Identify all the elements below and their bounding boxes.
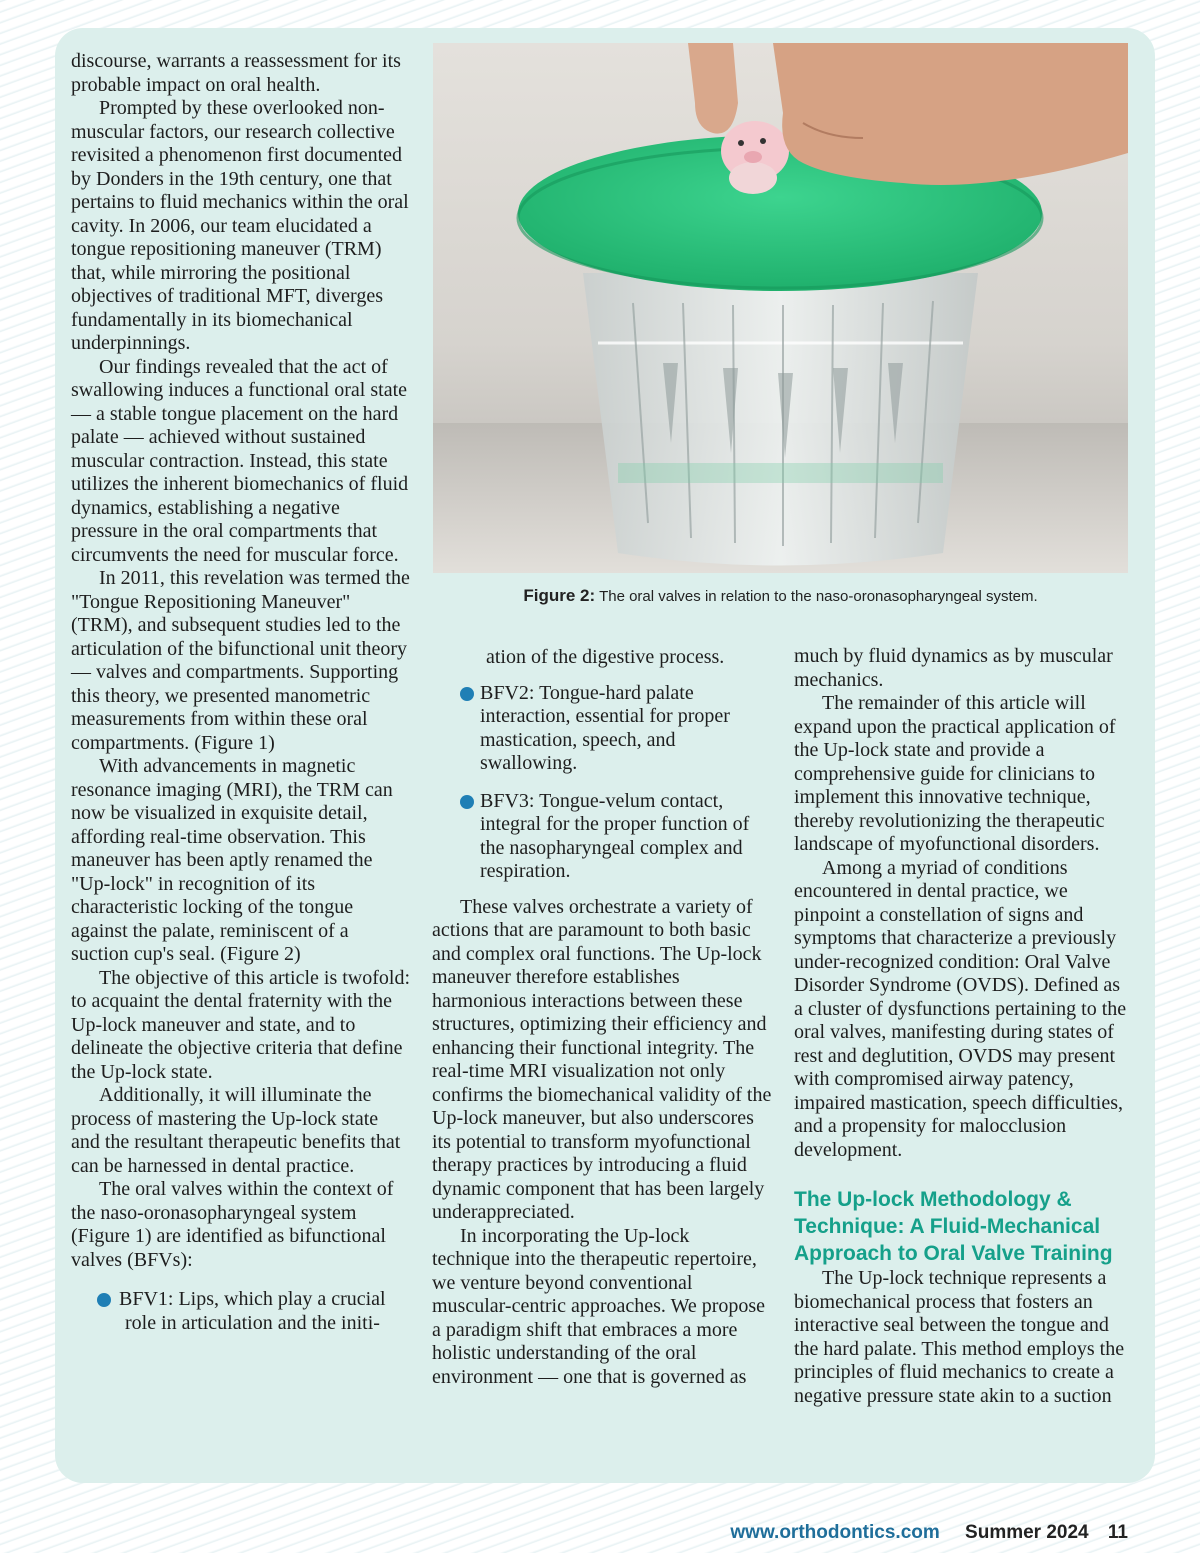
- bullet-bfv1: [71, 1288, 411, 1335]
- page-number: 11: [1107, 1522, 1128, 1543]
- bullet-text-body: BFV3: Tongue-velum contact, integral for the proper function of the nasopharyngeal complex and respiration.: [480, 789, 750, 882]
- paragraph: With advancements in magnetic resonance imaging (MRI), the TRM can now be visualized in exquisite detail, affording real-time observation. This maneuver has been aptly renamed the "Up-lock" in recognition of its characteristic locking of the tongue against the palate, reminiscent of a suction cup's seal. (Figure 2): [71, 755, 393, 965]
- paragraph: The objective of this article is twofold: to acquaint the dental fraternity with the Up-lock maneuver and state, and to delineate the objective criteria that define the Up-lock state.: [71, 966, 411, 1083]
- paragraph: The Up-lock technique represents a biomechanical process that fosters an interactive seal between the tongue and the hard palate. This method employs the principles of fluid mechanics to create a negative pressure state akin to a suction: [794, 1267, 1125, 1407]
- bullet-text-body: BFV2: Tongue-hard palate interaction, essential for proper mastication, speech, and swallowing.: [480, 681, 730, 774]
- paragraph: Prompted by these overlooked non-muscular factors, our research collective revisited a phenomenon first documented by Donders in the 19th century, one that pertains to fluid mechanics within the oral cavity. In 2006, our team elucidated a tongue repositioning maneuver (TRM) that, while mirroring the positional objectives of traditional MFT, diverges fundamentally in its biomechanical underpinnings.: [71, 97, 409, 354]
- figure-label: Figure 2:: [523, 586, 596, 605]
- section-heading: The Up-lock Methodology & Technique: A Fluid-Mechanical Approach to Oral Valve Training: [794, 1188, 1113, 1265]
- bullet-text: [460, 790, 772, 884]
- bullet-dot-icon: [460, 795, 474, 809]
- bullet-text-continued: role in articulation and the initi-: [125, 1311, 380, 1334]
- paragraph: discourse, warrants a reassessment for its probable impact on oral health.: [71, 50, 401, 96]
- paragraph: In 2011, this revelation was termed the "Tongue Repositioning Maneuver" (TRM), and subsequent studies led to the articulation of the bifunctional unit theory — valves and compartments. Supporting this theory, we presented manometric measurements from within these oral compartments. (Figure 1): [71, 567, 410, 754]
- article-column-3: [794, 645, 1129, 1408]
- paragraph: In incorporating the Up-lock technique into the therapeutic repertoire, we venture beyond conventional muscular-centric approaches. We propose a paradigm shift that embraces a more holistic understanding of the oral environment — one that is governed as: [432, 1224, 766, 1388]
- paragraph: The remainder of this article will expand upon the practical application of the Up-lock state and provide a comprehensive guide for clinicians to implement this innovative technique, thereby revolutionizing the therapeutic landscape of myofunctional disorders.: [794, 692, 1116, 855]
- paragraph: Among a myriad of conditions encountered in dental practice, we pinpoint a constellation of signs and symptoms that characterize a previously under-recognized condition: Oral Valve Disorder Syndrome (OVDS). Defined as a cluster of dysfunctions pertaining to the oral valves, manifesting during states of rest and deglutition, OVDS may present with compromised airway patency, impaired mastication, speech difficulties, and a propensity for malocclusion development.: [794, 856, 1127, 1161]
- paragraph: The oral valves within the context of the naso-oronasopharyngeal system (Figure 1) are identified as bifunctional valves (BFVs):: [71, 1178, 394, 1271]
- page-footer: [730, 1522, 1128, 1544]
- glass-suction-lid-illustration: [433, 43, 1128, 573]
- bullet-dot-icon: [97, 1293, 111, 1307]
- bullet-text: BFV1: Lips, which play a crucial: [119, 1288, 386, 1310]
- figure-2-photo: [433, 43, 1128, 573]
- bullet-dot-icon: [460, 687, 474, 701]
- issue-label: Summer 2024: [965, 1522, 1089, 1543]
- paragraph: Our findings revealed that the act of swallowing induces a functional oral state — a stable tongue placement on the hard palate — achieved without sustained muscular contraction. Instead, this state utilizes the inherent biomechanics of fluid dynamics, establishing a negative pressure in the oral compartments that circumvents the need for muscular force.: [71, 355, 409, 566]
- bullet-text: [460, 682, 772, 776]
- figure-caption-text: The oral valves in relation to the naso-oronasopharyngeal system.: [599, 588, 1038, 605]
- paragraph: Additionally, it will illuminate the process of mastering the Up-lock state and the resultant therapeutic benefits that can be harnessed in dental practice.: [71, 1084, 401, 1177]
- paragraph: These valves orchestrate a variety of actions that are paramount to both basic and complex oral functions. The Up-lock maneuver therefore establishes harmonious interactions between these structures, optimizing their efficiency and enhancing their functional integrity. The real-time MRI visualization not only confirms the biomechanical validity of the Up-lock maneuver, but also underscores its potential to transform myofunctional therapy practices by introducing a fluid dynamic component that has been largely underappreciated.: [432, 895, 772, 1223]
- article-column-2: [432, 646, 772, 1389]
- paragraph-continuation: ation of the digestive process.: [486, 646, 725, 668]
- paragraph-continuation: much by fluid dynamics as by muscular mechanics.: [794, 645, 1113, 691]
- bullet-bfv2: [460, 682, 772, 776]
- website-link[interactable]: www.orthodontics.com: [730, 1522, 940, 1543]
- article-column-1: [71, 50, 411, 1349]
- bullet-bfv3: [460, 790, 772, 884]
- figure-2-caption: [433, 586, 1128, 606]
